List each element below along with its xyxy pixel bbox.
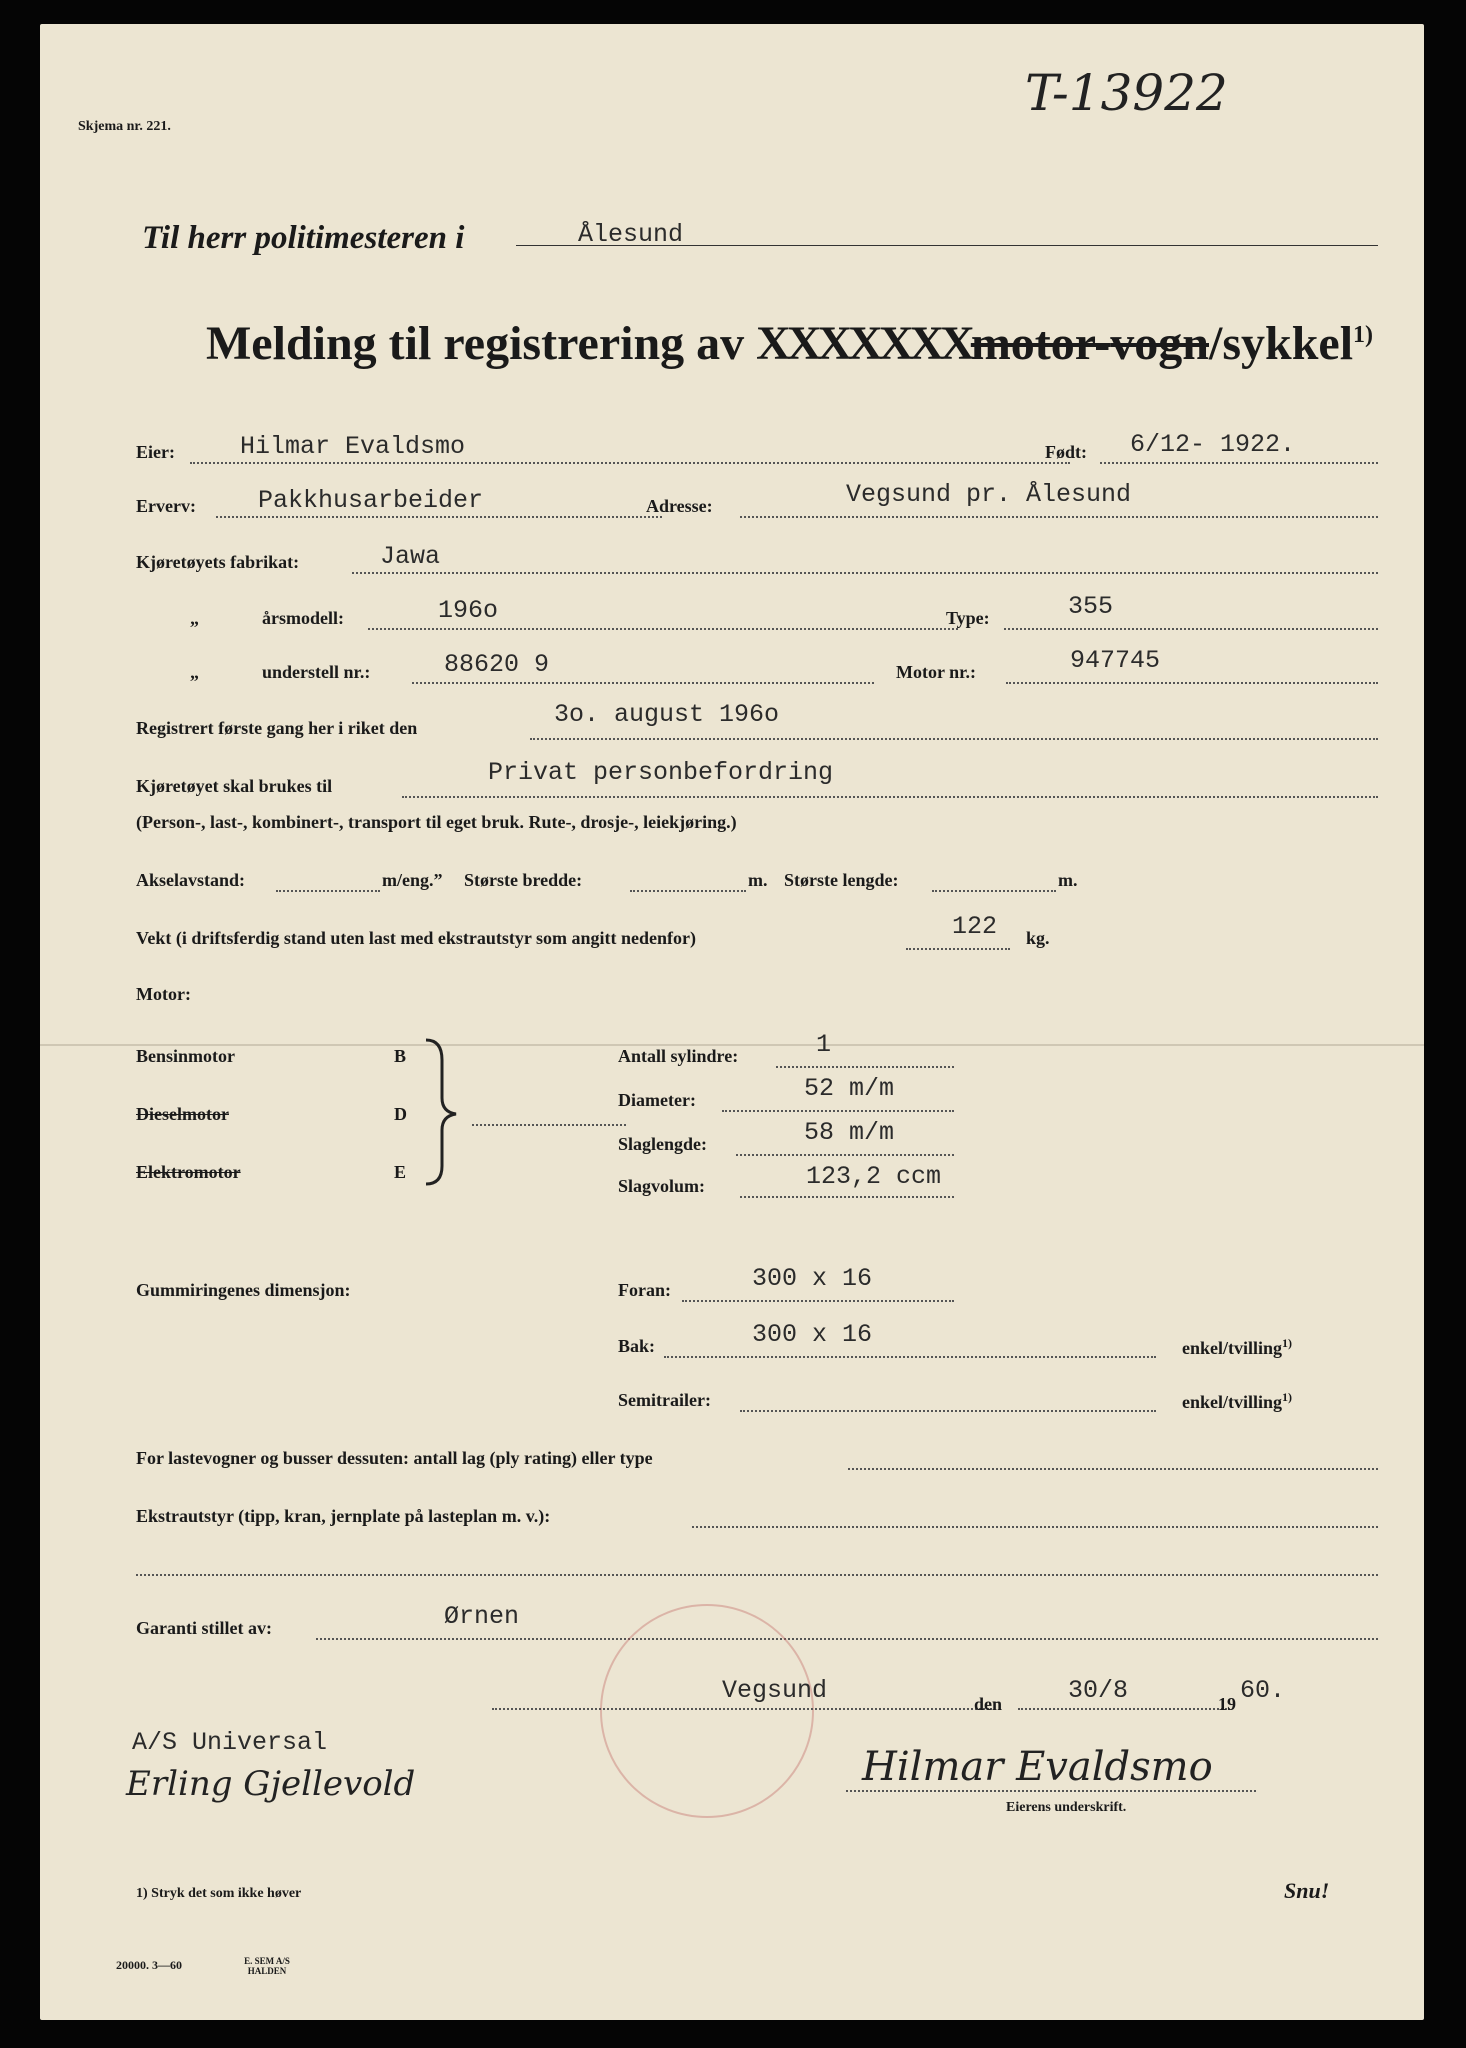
front-label: Foran:: [618, 1280, 671, 1300]
petrol-code: B: [394, 1046, 407, 1066]
trucks-label: For lastevogner og busser dessuten: antall lag (ply rating) eller type: [136, 1448, 653, 1468]
axle-label: Akselavstand:: [136, 870, 246, 890]
footnote: 1) Stryk det som ikke høver: [136, 1886, 302, 1901]
first-reg-label: Registrert første gang her i riket den: [136, 718, 418, 738]
guarantee-value: Ørnen: [444, 1602, 520, 1631]
chassis-value: 88620 9: [444, 650, 550, 679]
semitrailer-label: Semitrailer:: [618, 1390, 711, 1410]
turn-over: Snu!: [1284, 1878, 1330, 1903]
form-paper: [40, 24, 1424, 2020]
printer-info: E. SEM A/S HALDEN: [244, 1956, 290, 1976]
length-label: Største lengde:: [784, 870, 899, 890]
year-prefix: 19: [1218, 1694, 1236, 1714]
form-title: Melding til registrering av XXXXXXXmotor-vogn/sykkel$^{1)}$: [206, 317, 1374, 370]
axle-unit: m/eng.”: [382, 870, 443, 890]
electric-label: Elektromotor: [136, 1162, 241, 1182]
width-unit: m.: [748, 870, 768, 890]
length-unit: m.: [1058, 870, 1078, 890]
weight-label: Vekt (i driftsferdig stand uten last med ekstrautstyr som angitt nedenfor): [136, 928, 696, 948]
owner-signature-label: Eierens underskrift.: [1006, 1800, 1127, 1815]
chassis-label: understell nr.:: [262, 662, 371, 682]
first-reg-value: 3o. august 196o: [554, 700, 780, 729]
addressee-line: [516, 245, 1378, 246]
address-value: Vegsund pr. Ålesund: [846, 480, 1132, 509]
owner-signature: Hilmar Evaldsmo: [862, 1744, 1213, 1790]
volume-value: 123,2 ccm: [806, 1162, 942, 1191]
equipment-label: Ekstrautstyr (tipp, kran, jernplate på lasteplan m. v.):: [136, 1506, 551, 1526]
motor-nr-value: 947745: [1070, 646, 1161, 675]
type-value: 355: [1068, 592, 1114, 621]
stroke-label: Slaglengde:: [618, 1134, 708, 1154]
use-label: Kjøretøyet skal brukes til: [136, 776, 333, 796]
model-year-label: årsmodell:: [262, 608, 344, 628]
print-info: 20000. 3—60: [116, 1958, 182, 1972]
semitrailer-suffix: enkel/tvilling$^{1)}$: [1182, 1390, 1293, 1412]
use-value: Privat personbefordring: [488, 758, 834, 787]
agent-signature: Erling Gjellevold: [126, 1764, 416, 1804]
rear-value: 300 x 16: [752, 1320, 873, 1349]
date-label: den: [974, 1694, 1003, 1714]
motor-heading: Motor:: [136, 984, 191, 1004]
ditto-mark: „: [190, 608, 199, 628]
weight-value: 122: [952, 912, 998, 941]
petrol-label: Bensinmotor: [136, 1046, 235, 1066]
guarantee-label: Garanti stillet av:: [136, 1618, 272, 1638]
motor-brace: [422, 1034, 462, 1190]
ditto-mark-2: „: [190, 662, 199, 682]
reference-number: T-13922: [1025, 64, 1228, 122]
agent-company: A/S Universal: [132, 1728, 328, 1757]
make-label: Kjøretøyets fabrikat:: [136, 552, 300, 572]
cylinders-value: 1: [816, 1030, 832, 1059]
year-value: 60.: [1240, 1676, 1286, 1705]
occupation-label: Erverv:: [136, 496, 196, 516]
date-value: 30/8: [1068, 1676, 1129, 1705]
make-value: Jawa: [380, 542, 441, 571]
motor-nr-label: Motor nr.:: [896, 662, 976, 682]
use-hint: (Person-, last-, kombinert-, transport til eget bruk. Rute-, drosje-, leiekjøring.): [136, 812, 737, 832]
diesel-label: Dieselmotor: [136, 1104, 229, 1124]
volume-label: Slagvolum:: [618, 1176, 706, 1196]
addressee-label: Til herr politimesteren i: [142, 220, 465, 256]
weight-unit: kg.: [1026, 928, 1050, 948]
owner-value: Hilmar Evaldsmo: [240, 432, 466, 461]
tires-heading: Gummiringenes dimensjon:: [136, 1280, 351, 1300]
addressee-value: Ålesund: [578, 220, 684, 249]
title-crossed: XXXXXXX: [756, 317, 971, 370]
diesel-code: D: [394, 1104, 407, 1124]
occupation-value: Pakkhusarbeider: [258, 486, 484, 515]
diameter-label: Diameter:: [618, 1090, 696, 1110]
electric-code: E: [394, 1162, 407, 1182]
form-number: Skjema nr. 221.: [78, 119, 171, 134]
width-label: Største bredde:: [464, 870, 583, 890]
rear-suffix: enkel/tvilling$^{1)}$: [1182, 1336, 1293, 1358]
model-year-value: 196o: [438, 596, 499, 625]
diameter-value: 52 m/m: [804, 1074, 895, 1103]
born-value: 6/12- 1922.: [1130, 430, 1296, 459]
front-value: 300 x 16: [752, 1264, 873, 1293]
born-label: Født:: [1045, 442, 1087, 462]
faint-stamp: [600, 1604, 814, 1818]
place-value: Vegsund: [722, 1676, 828, 1705]
type-label: Type:: [946, 608, 990, 628]
cylinders-label: Antall sylindre:: [618, 1046, 739, 1066]
stroke-value: 58 m/m: [804, 1118, 895, 1147]
address-label: Adresse:: [646, 496, 713, 516]
owner-label: Eier:: [136, 442, 175, 462]
rear-label: Bak:: [618, 1336, 656, 1356]
